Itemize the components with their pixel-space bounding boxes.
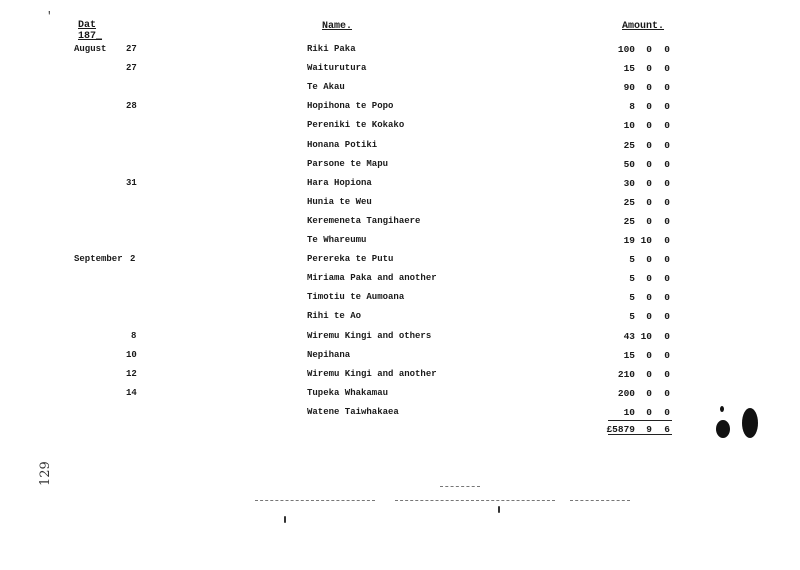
entry-day: 27 (126, 44, 137, 54)
entry-pence: 0 (664, 388, 670, 399)
entry-pence: 0 (664, 120, 670, 131)
total-pence: 6 (664, 424, 670, 435)
entry-pence: 0 (664, 369, 670, 380)
entry-pence: 0 (664, 407, 670, 418)
entry-shillings: 0 (646, 254, 652, 265)
entry-shillings: 0 (646, 44, 652, 55)
entry-name: Hopihona te Popo (307, 101, 394, 111)
entry-shillings: 0 (646, 101, 652, 112)
entry-name: Riki Paka (307, 44, 356, 54)
entry-shillings: 0 (646, 216, 652, 227)
ink-blot (742, 408, 758, 438)
name-header: Name. (322, 21, 353, 32)
entry-name: Keremeneta Tangihaere (307, 216, 421, 226)
entry-shillings: 0 (646, 388, 652, 399)
total-rule-bottom (608, 434, 672, 435)
entry-day: 31 (126, 178, 137, 188)
entry-pounds: 25 (623, 140, 635, 151)
entry-day: 12 (126, 369, 137, 379)
entry-pounds: 25 (623, 197, 635, 208)
entry-pounds: 25 (623, 216, 635, 227)
entry-day: 14 (126, 388, 137, 398)
entry-pence: 0 (664, 63, 670, 74)
entry-pence: 0 (664, 273, 670, 284)
entry-shillings: 0 (646, 140, 652, 151)
entry-shillings: 0 (646, 197, 652, 208)
entry-pounds: 90 (623, 82, 635, 93)
entry-pounds: 19 (623, 235, 635, 246)
entry-name: Miriama Paka and another (307, 273, 437, 283)
entry-pounds: 15 (623, 350, 635, 361)
entry-name: Parsone te Mapu (307, 159, 389, 169)
entry-name: Wiremu Kingi and another (307, 369, 437, 379)
margin-page-number: 129 (38, 461, 53, 486)
entry-shillings: 0 (646, 82, 652, 93)
scan-mark (395, 500, 555, 501)
entry-shillings: 0 (646, 178, 652, 189)
entry-name: Timotiu te Aumoana (307, 292, 405, 302)
entry-shillings: 0 (646, 369, 652, 380)
entry-shillings: 0 (646, 350, 652, 361)
scan-mark (570, 500, 630, 501)
entry-month: August (74, 44, 107, 54)
scan-mark (440, 486, 480, 487)
entry-pounds: 200 (617, 388, 635, 399)
entry-shillings: 10 (640, 235, 652, 246)
entry-name: Te Akau (307, 82, 345, 92)
entry-pence: 0 (664, 235, 670, 246)
total-pounds: £5879 (606, 424, 635, 435)
entry-month: September (74, 254, 123, 264)
date-header (78, 20, 102, 42)
entry-pounds: 10 (623, 407, 635, 418)
entry-day: 8 (131, 331, 137, 341)
entry-shillings: 0 (646, 407, 652, 418)
entry-name: Nepihana (307, 350, 351, 360)
entry-pence: 0 (664, 292, 670, 303)
entry-pounds: 210 (617, 369, 635, 380)
entry-pounds: 50 (623, 159, 635, 170)
date-header-line1: Dat (78, 20, 97, 31)
entry-pounds: 43 (623, 331, 635, 342)
tick-mark: ' (46, 11, 53, 23)
entry-pounds: 5 (629, 292, 635, 303)
entry-pence: 0 (664, 254, 670, 265)
entry-day: 28 (126, 101, 137, 111)
entry-pounds: 100 (617, 44, 635, 55)
entry-pence: 0 (664, 44, 670, 55)
scan-mark (498, 506, 500, 513)
ink-blot (716, 420, 730, 438)
scan-mark (255, 500, 375, 501)
entry-name: Honana Potiki (307, 140, 378, 150)
entry-pence: 0 (664, 350, 670, 361)
entry-shillings: 0 (646, 120, 652, 131)
entry-pence: 0 (664, 101, 670, 112)
entry-pence: 0 (664, 178, 670, 189)
entry-name: Perereka te Putu (307, 254, 394, 264)
entry-pence: 0 (664, 331, 670, 342)
date-header-line2: 187_ (78, 31, 103, 42)
entry-day: 2 (130, 254, 136, 264)
entry-day: 27 (126, 63, 137, 73)
entry-day: 10 (126, 350, 137, 360)
entry-name: Rihi te Ao (307, 311, 362, 321)
amount-header: Amount. (622, 21, 665, 32)
entry-pounds: 15 (623, 63, 635, 74)
entry-shillings: 0 (646, 63, 652, 74)
entry-name: Waiturutura (307, 63, 367, 73)
entry-name: Pereniki te Kokako (307, 120, 405, 130)
entry-shillings: 0 (646, 311, 652, 322)
entry-pounds: 30 (623, 178, 635, 189)
entry-name: Hunia te Weu (307, 197, 372, 207)
entry-pounds: 5 (629, 311, 635, 322)
entry-pence: 0 (664, 197, 670, 208)
entry-shillings: 10 (640, 331, 652, 342)
entry-shillings: 0 (646, 292, 652, 303)
entry-pence: 0 (664, 159, 670, 170)
entry-shillings: 0 (646, 159, 652, 170)
entry-shillings: 0 (646, 273, 652, 284)
entry-pence: 0 (664, 82, 670, 93)
entry-name: Wiremu Kingi and others (307, 331, 432, 341)
scan-mark (284, 516, 286, 523)
entry-pounds: 5 (629, 254, 635, 265)
entry-name: Hara Hopiona (307, 178, 372, 188)
entry-pounds: 5 (629, 273, 635, 284)
entry-name: Te Whareumu (307, 235, 367, 245)
entry-name: Watene Taiwhakaea (307, 407, 399, 417)
entry-pounds: 8 (629, 101, 635, 112)
entry-name: Tupeka Whakamau (307, 388, 389, 398)
total-shillings: 9 (646, 424, 652, 435)
total-rule-top (608, 420, 672, 421)
entry-pence: 0 (664, 311, 670, 322)
entry-pence: 0 (664, 140, 670, 151)
entry-pounds: 10 (623, 120, 635, 131)
ink-blot (720, 406, 724, 412)
entry-pence: 0 (664, 216, 670, 227)
